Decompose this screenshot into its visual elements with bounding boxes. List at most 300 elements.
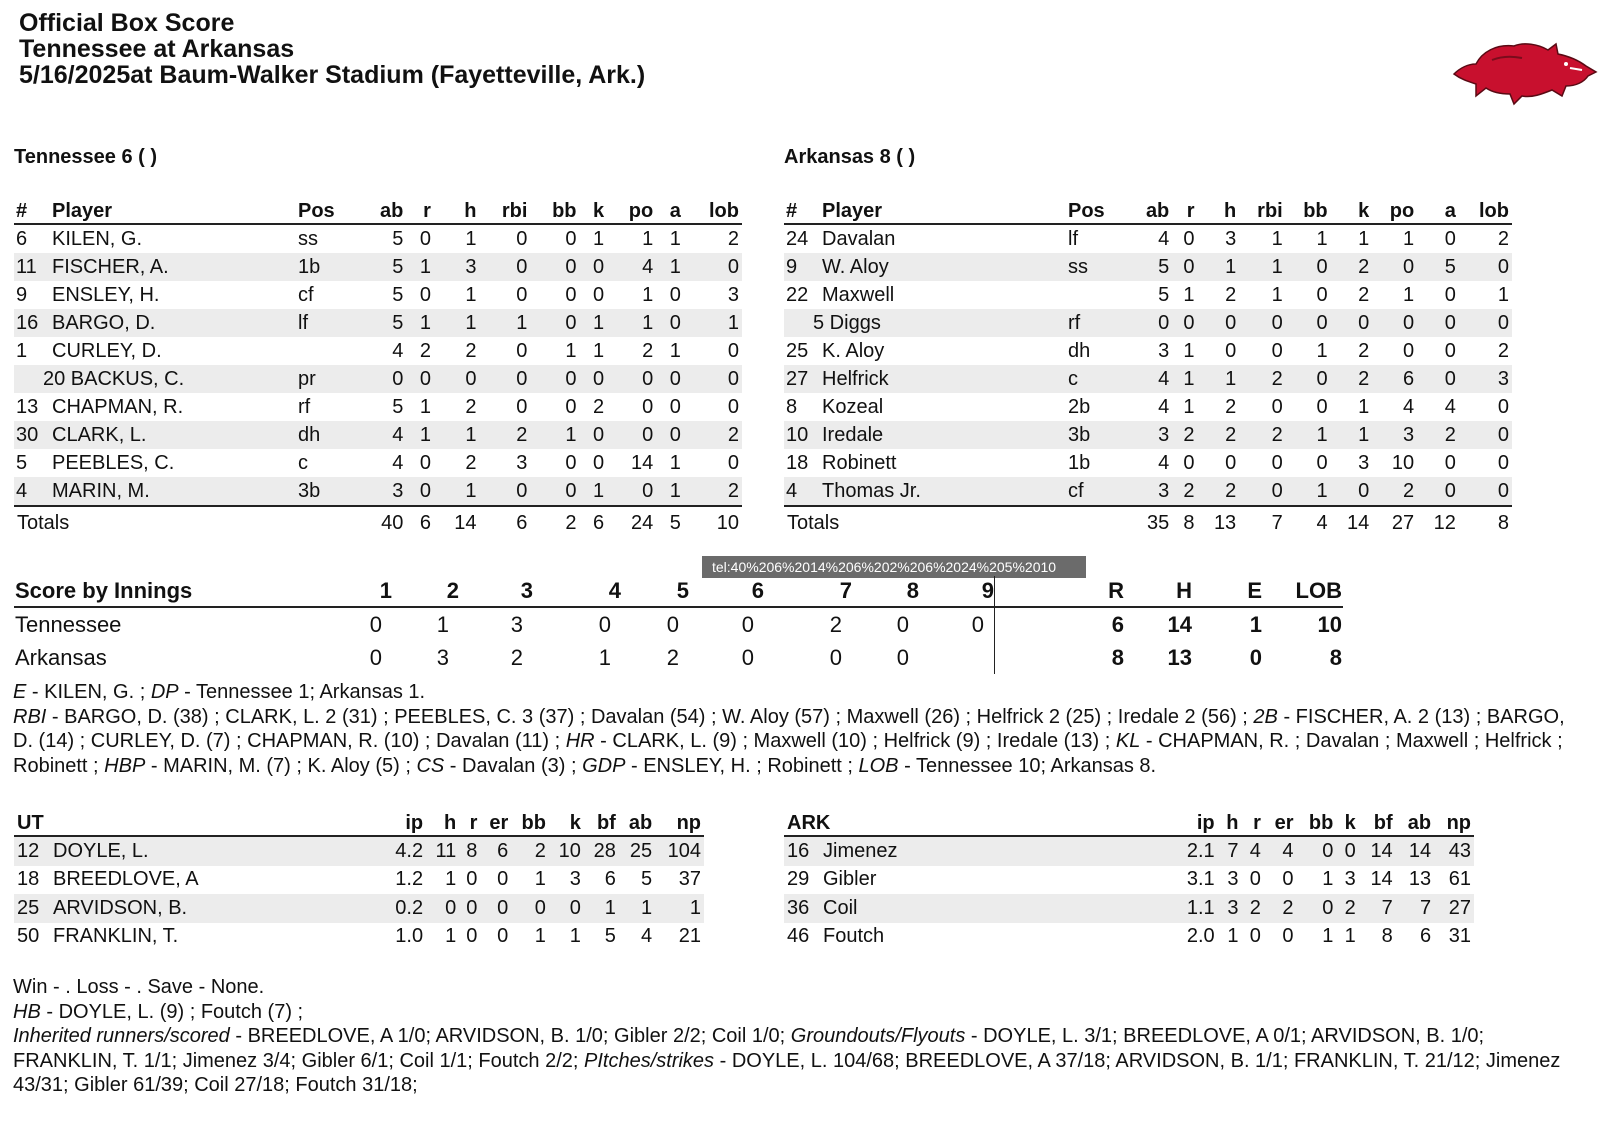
player-name: Kozeal xyxy=(822,395,884,418)
pitch-stat-r: 8 xyxy=(459,836,480,866)
pitch-column-h: h xyxy=(1218,807,1242,836)
stat-k: 0 xyxy=(1331,309,1373,337)
stat-a: 0 xyxy=(1417,365,1459,393)
innings-total: 13 xyxy=(1167,644,1192,670)
pitch-stat-bb: 0 xyxy=(1296,836,1336,866)
pitch-stat-bb: 2 xyxy=(511,836,549,866)
stat-h: 2 xyxy=(465,395,477,418)
stat-bb: 0 xyxy=(1286,365,1331,393)
pitch-stat-bf: 7 xyxy=(1359,894,1396,923)
jersey-number: 9 xyxy=(16,283,28,306)
report-header xyxy=(19,10,645,88)
stat-ab: 5 xyxy=(1158,283,1170,306)
stat-bb: 0 xyxy=(565,451,577,474)
score-by-innings-table xyxy=(14,576,1343,674)
pitch-stat-h: 11 xyxy=(426,836,459,866)
player-name: CURLEY, D. xyxy=(52,339,162,362)
player-position: 3b xyxy=(1065,421,1129,449)
stat-r: 1 xyxy=(406,309,434,337)
innings-total: 0 xyxy=(1249,644,1262,670)
player-name: Iredale xyxy=(819,421,1065,449)
pitch-stat-ip: 1.0 xyxy=(395,925,424,948)
player-name: Thomas Jr. xyxy=(819,477,1065,506)
stat-h: 1 xyxy=(434,421,480,449)
stat-k: 3 xyxy=(1358,451,1370,474)
stat-bb: 0 xyxy=(530,477,579,506)
stat-lob: 0 xyxy=(1459,477,1512,506)
column-header-pos: Pos xyxy=(295,195,359,224)
inning-runs: 0 xyxy=(971,611,984,637)
stat-rbi: 0 xyxy=(516,395,528,418)
stat-k: 2 xyxy=(1358,283,1370,306)
stat-po: 0 xyxy=(1372,253,1417,281)
stat-lob: 2 xyxy=(1497,227,1509,250)
jersey-number: 11 xyxy=(14,253,49,281)
player-name: K. Aloy xyxy=(822,339,885,362)
home-batting-table xyxy=(784,195,1512,539)
stat-lob: 2 xyxy=(727,227,739,250)
stat-r: 0 xyxy=(1183,451,1195,474)
stat-po: 0 xyxy=(1372,309,1417,337)
stat-h: 1 xyxy=(1198,253,1240,281)
inning-runs: 0 xyxy=(741,644,754,670)
column-header-ab: ab xyxy=(1129,195,1172,224)
player-position: rf xyxy=(298,395,311,418)
stat-rbi: 0 xyxy=(1239,477,1286,506)
note-label: HR xyxy=(565,730,595,753)
jersey-number: 4 xyxy=(14,477,49,506)
stat-a: 1 xyxy=(669,227,681,250)
pitch-stat-h: 3 xyxy=(1227,868,1239,891)
stat-bb: 1 xyxy=(1286,421,1331,449)
stat-lob: 0 xyxy=(684,365,742,393)
stat-k: 0 xyxy=(580,253,608,281)
pitch-stat-ab: 4 xyxy=(641,925,653,948)
pitching-notes xyxy=(13,975,1573,1098)
player-position: 1b xyxy=(1068,451,1091,474)
stat-po: 4 xyxy=(607,253,656,281)
total-k: 14 xyxy=(1331,506,1373,539)
stat-rbi: 0 xyxy=(516,339,528,362)
home-pitching-table xyxy=(784,807,1474,951)
pitch-stat-ip: 3.1 xyxy=(1186,868,1215,891)
stat-po: 1 xyxy=(607,309,656,337)
total-r: 6 xyxy=(406,506,434,539)
pitch-stat-ab: 13 xyxy=(1408,868,1432,891)
player-row xyxy=(784,421,1512,449)
away-batting-table xyxy=(14,195,742,539)
pitch-stat-h: 7 xyxy=(1218,836,1242,866)
inning-runs: 0 xyxy=(369,644,382,670)
stat-h: 0 xyxy=(1225,339,1237,362)
stat-po: 0 xyxy=(607,365,656,393)
pitch-stat-er: 6 xyxy=(480,836,511,866)
pitch-stat-ab: 1 xyxy=(619,894,655,923)
pitcher-number: 36 xyxy=(784,894,820,923)
stat-a: 1 xyxy=(669,451,681,474)
stat-po: 14 xyxy=(630,451,654,474)
total-r: 8 xyxy=(1172,506,1197,539)
jersey-number: 1 xyxy=(16,339,28,362)
stat-k: 1 xyxy=(1358,227,1370,250)
jersey-number: 24 xyxy=(786,227,809,250)
player-row xyxy=(784,449,1512,477)
pitch-stat-bf: 14 xyxy=(1359,836,1396,866)
inning-runs: 2 xyxy=(829,611,842,637)
note-text: - Tennessee 1; Arkansas 1. xyxy=(178,681,426,703)
pitcher-name: Foutch xyxy=(823,925,885,948)
stat-k: 1 xyxy=(1331,421,1373,449)
pitch-stat-h: 1 xyxy=(1227,925,1239,948)
stat-k: 2 xyxy=(1331,365,1373,393)
stat-po: 0 xyxy=(607,421,656,449)
pitch-stat-bf: 8 xyxy=(1381,925,1393,948)
jersey-number: 22 xyxy=(786,283,809,306)
note-text: - CLARK, L. (9) ; Maxwell (10) ; Helfrick (9) ; Iredale (13) ; xyxy=(594,730,1116,753)
inning-runs: 0 xyxy=(598,611,611,637)
stat-rbi: 0 xyxy=(480,477,531,506)
stat-bb: 1 xyxy=(1286,477,1331,506)
inning-runs: 0 xyxy=(666,611,679,637)
pitcher-number: 46 xyxy=(787,925,810,948)
stat-a: 5 xyxy=(1417,253,1459,281)
stat-h: 1 xyxy=(465,283,477,306)
pitch-stat-er: 2 xyxy=(1264,894,1297,923)
pitcher-number: 25 xyxy=(14,894,50,923)
note-label: LOB xyxy=(858,754,899,777)
note-text: - ENSLEY, H. ; Robinett ; xyxy=(625,754,859,777)
player-row xyxy=(14,421,742,449)
pitching-team-label: ARK xyxy=(784,807,1173,836)
pitcher-name: Gibler xyxy=(823,868,877,891)
innings-total-header: E xyxy=(1193,576,1263,607)
stat-k: 0 xyxy=(593,283,605,306)
stat-lob: 0 xyxy=(1459,421,1512,449)
stat-h: 3 xyxy=(434,253,480,281)
column-header-player: Player xyxy=(819,195,1065,224)
stat-k: 2 xyxy=(1331,253,1373,281)
pitch-stat-np: 27 xyxy=(1434,894,1474,923)
pitch-stat-ip: 4.2 xyxy=(384,836,426,866)
pitch-stat-ip: 2.1 xyxy=(1173,836,1217,866)
stat-h: 2 xyxy=(1225,395,1237,418)
stat-bb: 0 xyxy=(565,283,577,306)
stat-h: 0 xyxy=(434,365,480,393)
stat-k: 1 xyxy=(593,227,605,250)
innings-title: Score by Innings xyxy=(14,576,286,607)
player-name: CLARK, L. xyxy=(49,421,295,449)
column-header-k: k xyxy=(580,195,608,224)
pitch-stat-np: 31 xyxy=(1448,925,1471,948)
stat-r: 0 xyxy=(1183,227,1195,250)
pitch-stat-k: 0 xyxy=(549,894,584,923)
stat-a: 1 xyxy=(669,339,681,362)
stat-ab: 4 xyxy=(1158,395,1170,418)
pitch-column-ip: ip xyxy=(384,807,426,836)
stat-rbi: 0 xyxy=(1271,451,1283,474)
sub-player-name: 20 BACKUS, C. xyxy=(43,367,185,390)
player-name: FISCHER, A. xyxy=(49,253,295,281)
pitch-stat-bb: 1 xyxy=(534,925,546,948)
player-row xyxy=(784,477,1512,506)
player-row xyxy=(14,365,742,393)
stat-h: 2 xyxy=(1198,421,1240,449)
stat-a: 1 xyxy=(656,477,684,506)
stat-bb: 0 xyxy=(1316,451,1328,474)
stat-bb: 0 xyxy=(1316,283,1328,306)
stat-k: 2 xyxy=(593,395,605,418)
note-label: DP xyxy=(150,681,179,703)
player-name: ENSLEY, H. xyxy=(52,283,160,306)
pitch-stat-ab: 25 xyxy=(619,836,655,866)
inning-runs: 0 xyxy=(896,644,909,670)
stat-ab: 5 xyxy=(359,253,406,281)
stat-rbi: 1 xyxy=(1239,253,1286,281)
note-text: - MARIN, M. (7) ; K. Aloy (5) ; xyxy=(145,754,417,777)
pitch-stat-er: 4 xyxy=(1264,836,1297,866)
player-name: BARGO, D. xyxy=(49,309,295,337)
pitch-stat-np: 43 xyxy=(1434,836,1474,866)
player-row xyxy=(784,224,1512,253)
hb-text: - DOYLE, L. (9) ; Foutch (7) ; xyxy=(40,1000,304,1023)
pitch-column-ip: ip xyxy=(1173,807,1217,836)
note-text: - FISCHER, A. 2 (13) ; BARGO, D. (14) ; CURLEY, D. (7) ; CHAPMAN, R. (10) ; Davalan (11) ; xyxy=(13,705,1565,753)
stat-a: 0 xyxy=(1444,339,1456,362)
stat-r: 1 xyxy=(1183,395,1195,418)
stat-a: 0 xyxy=(1417,309,1459,337)
stat-lob: 0 xyxy=(727,395,739,418)
hb-label: HB xyxy=(13,1000,41,1023)
stat-a: 2 xyxy=(1417,421,1459,449)
home-team-title: Arkansas 8 ( ) xyxy=(784,146,916,168)
column-header-number: # xyxy=(14,195,49,224)
jersey-number: 27 xyxy=(784,365,819,393)
stat-po: 3 xyxy=(1372,421,1417,449)
pitch-stat-er: 0 xyxy=(497,868,509,891)
stat-bb: 0 xyxy=(565,227,577,250)
pitch-stat-np: 104 xyxy=(655,836,704,866)
pitch-stat-bb: 1 xyxy=(1322,868,1334,891)
stat-lob: 0 xyxy=(684,253,742,281)
stat-h: 2 xyxy=(465,339,477,362)
column-header-a: a xyxy=(1417,195,1459,224)
decisions-line: Win - . Loss - . Save - None. xyxy=(13,976,265,998)
note-text: - BARGO, D. (38) ; CLARK, L. 2 (31) ; PEEBLES, C. 3 (37) ; Davalan (54) ; W. Aloy (57) ; Maxwell (26) ; Helfrick 2 (25) ; Iredale 2 (56) ; xyxy=(46,705,1254,728)
pitch-column-bf: bf xyxy=(584,807,619,836)
away-pitching-table xyxy=(14,807,704,951)
stat-r: 1 xyxy=(1183,339,1195,362)
pitch-stat-bf: 14 xyxy=(1370,868,1393,891)
pitch-stat-bb: 0 xyxy=(1296,894,1336,923)
pitch-stat-r: 0 xyxy=(1249,868,1261,891)
jersey-number: 8 xyxy=(786,395,798,418)
pitch-column-ab: ab xyxy=(1396,807,1434,836)
note-label: E xyxy=(13,681,27,703)
innings-total: 8 xyxy=(1111,644,1124,670)
pitch-stat-bb: 1 xyxy=(534,868,546,891)
pitch-stat-k: 10 xyxy=(549,836,584,866)
stat-po: 0 xyxy=(642,395,654,418)
stat-ab: 4 xyxy=(1158,227,1170,250)
stat-k: 1 xyxy=(580,477,608,506)
stat-lob: 0 xyxy=(727,339,739,362)
stat-bb: 1 xyxy=(1316,339,1328,362)
stat-a: 0 xyxy=(1444,227,1456,250)
player-position: ss xyxy=(298,227,318,250)
pitch-stat-np: 61 xyxy=(1448,868,1471,891)
innings-total: 14 xyxy=(1167,611,1192,637)
stat-a: 0 xyxy=(656,365,684,393)
stat-bb: 0 xyxy=(530,309,579,337)
stat-a: 0 xyxy=(656,421,684,449)
pitch-column-er: er xyxy=(480,807,511,836)
stat-h: 1 xyxy=(434,477,480,506)
jersey-number: 10 xyxy=(784,421,819,449)
stat-ab: 4 xyxy=(359,421,406,449)
column-header-ab: ab xyxy=(359,195,406,224)
stat-h: 0 xyxy=(1225,451,1237,474)
stat-rbi: 1 xyxy=(1271,227,1283,250)
stat-r: 0 xyxy=(1172,309,1197,337)
innings-team: Arkansas xyxy=(15,644,107,670)
pitcher-row xyxy=(14,923,704,952)
stat-rbi: 0 xyxy=(1239,309,1286,337)
stat-k: 0 xyxy=(580,365,608,393)
stat-k: 0 xyxy=(580,421,608,449)
pitch-stat-er: 0 xyxy=(480,894,511,923)
inning-runs: 2 xyxy=(666,644,679,670)
player-name: Robinett xyxy=(822,451,897,474)
player-position: c xyxy=(1065,365,1129,393)
column-header-rbi: rbi xyxy=(1239,195,1286,224)
stat-ab: 3 xyxy=(1158,339,1170,362)
pitch-stat-k: 2 xyxy=(1336,894,1358,923)
player-row xyxy=(14,337,742,365)
innings-total: 6 xyxy=(1111,611,1124,637)
pitcher-name: DOYLE, L. xyxy=(50,836,384,866)
away-team-title: Tennessee 6 ( ) xyxy=(14,146,158,168)
player-position: cf xyxy=(1065,477,1129,506)
note-label: 2B xyxy=(1253,705,1278,728)
stat-a: 0 xyxy=(656,309,684,337)
stat-po: 4 xyxy=(1403,395,1415,418)
player-position: rf xyxy=(1065,309,1129,337)
stat-ab: 5 xyxy=(392,227,404,250)
pitcher-name: FRANKLIN, T. xyxy=(53,925,179,948)
stat-k: 1 xyxy=(593,339,605,362)
innings-row xyxy=(14,607,1343,641)
column-header-r: r xyxy=(406,195,434,224)
inning-header: 1 xyxy=(286,576,392,607)
pitch-stat-np: 37 xyxy=(678,868,701,891)
stat-po: 1 xyxy=(1403,283,1415,306)
stat-ab: 4 xyxy=(392,339,404,362)
stat-k: 1 xyxy=(1358,395,1370,418)
pitcher-number: 50 xyxy=(17,925,40,948)
stat-po: 1 xyxy=(642,283,654,306)
note-label: KL xyxy=(1115,730,1141,753)
player-position: cf xyxy=(298,283,314,306)
pitcher-row xyxy=(784,866,1474,895)
note-text: - Tennessee 10; Arkansas 8. xyxy=(898,754,1157,777)
pitch-stat-k: 3 xyxy=(569,868,581,891)
stat-rbi: 0 xyxy=(1271,395,1283,418)
stat-r: 0 xyxy=(419,451,431,474)
total-po: 27 xyxy=(1372,506,1417,539)
stat-lob: 2 xyxy=(684,421,742,449)
pitcher-number: 12 xyxy=(14,836,50,866)
stat-rbi: 0 xyxy=(480,253,531,281)
jersey-number: 13 xyxy=(16,395,39,418)
player-position: lf xyxy=(295,309,359,337)
stat-lob: 0 xyxy=(727,451,739,474)
totals-label: Totals xyxy=(784,506,1129,539)
pitch-column-np: np xyxy=(1434,807,1474,836)
stat-po: 6 xyxy=(1372,365,1417,393)
stat-a: 0 xyxy=(1444,283,1456,306)
pitcher-name: BREEDLOVE, A xyxy=(53,868,199,891)
stat-ab: 5 xyxy=(392,395,404,418)
player-position: lf xyxy=(1068,227,1078,250)
column-header-player: Player xyxy=(49,195,295,224)
player-row xyxy=(14,281,742,309)
stat-r: 2 xyxy=(1172,477,1197,506)
pitcher-row xyxy=(784,894,1474,923)
innings-divider-header xyxy=(995,576,1058,607)
stat-rbi: 1 xyxy=(1271,283,1283,306)
player-row xyxy=(784,281,1512,309)
total-a: 5 xyxy=(656,506,684,539)
player-position: 2b xyxy=(1068,395,1091,418)
stat-po: 0 xyxy=(607,477,656,506)
innings-total: 1 xyxy=(1249,611,1262,637)
stat-rbi: 0 xyxy=(1271,339,1283,362)
player-row xyxy=(14,309,742,337)
innings-divider xyxy=(995,641,1058,674)
player-position xyxy=(1065,281,1129,309)
jersey-number: 16 xyxy=(14,309,49,337)
stat-r: 0 xyxy=(406,477,434,506)
note-text: - KILEN, G. ; xyxy=(26,681,151,703)
stat-ab: 4 xyxy=(392,451,404,474)
stat-ab: 0 xyxy=(1129,309,1172,337)
stat-rbi: 0 xyxy=(516,227,528,250)
pitch-stat-np: 1 xyxy=(655,894,704,923)
stat-k: 0 xyxy=(1331,477,1373,506)
stat-ab: 4 xyxy=(1158,451,1170,474)
pitch-stat-ab: 14 xyxy=(1396,836,1434,866)
pitch-stat-r: 0 xyxy=(466,868,478,891)
stat-a: 1 xyxy=(656,253,684,281)
player-row xyxy=(14,449,742,477)
pitch-stat-ip: 1.2 xyxy=(395,868,424,891)
pitcher-number: 16 xyxy=(784,836,820,866)
stat-rbi: 3 xyxy=(516,451,528,474)
jersey-number: 9 xyxy=(784,253,819,281)
pitch-stat-r: 0 xyxy=(1249,925,1261,948)
inning-runs: 0 xyxy=(829,644,842,670)
inning-runs: 1 xyxy=(598,644,611,670)
stat-ab: 5 xyxy=(359,309,406,337)
total-h: 14 xyxy=(434,506,480,539)
stat-bb: 0 xyxy=(1316,395,1328,418)
player-row xyxy=(784,253,1512,281)
stat-lob: 2 xyxy=(1497,339,1509,362)
pitch-column-bb: bb xyxy=(1296,807,1336,836)
stat-rbi: 2 xyxy=(1239,421,1286,449)
inning-header: 3 xyxy=(459,576,533,607)
stat-r: 1 xyxy=(1172,365,1197,393)
